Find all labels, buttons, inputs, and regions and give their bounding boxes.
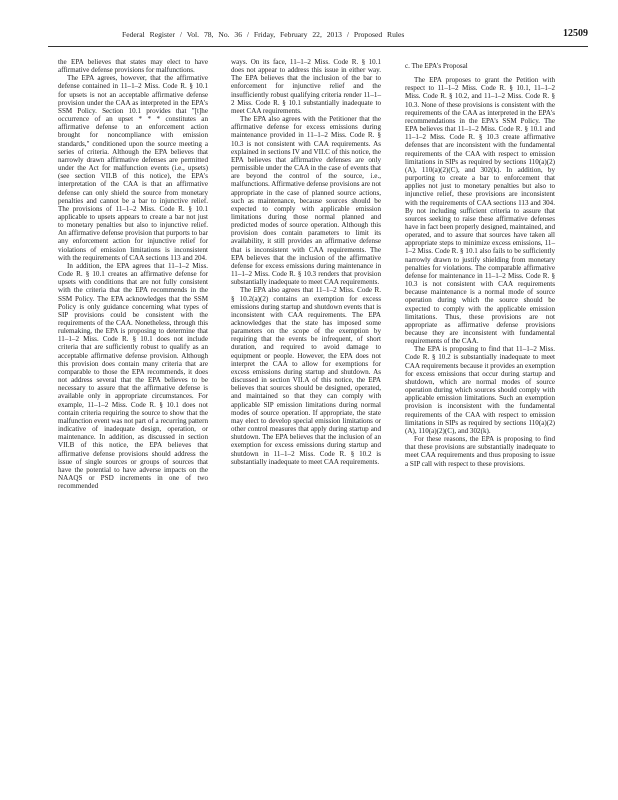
column-1 (58, 58, 208, 490)
paragraph: The EPA proposes to grant the Petition with respect to 11–1–2 Miss. Code R. § 10.1, 11–1–2 Miss. Code R. § 10.2, and 11–1–2 Miss. Code R. § 10.3. None of these provisions is consistent with the requirements of the CAA as interpreted in the EPA's recommendations in the EPA's SSM Policy. The EPA believes that 11–1–2 Miss. Code R. § 10.1 and 11–1–2 Miss. Code R. § 10.3 create affirmative defenses that are inconsistent with the fundamental requirements of the CAA with respect to emission limitations in SIPs as required by sections 110(a)(2)(A), 110(a)(2)(C), and 302(k). In addition, by purporting to create a bar to enforcement that applies not just to monetary penalties but also to injunctive relief, these provisions are inconsistent with the requirements of CAA sections 113 and 304. By not including sufficient criteria to assure that sources seeking to raise these affirmative defenses have in fact been properly designed, maintained, and operated, and to assure that sources have taken all appropriate steps to minimize excess emissions, 11–1–2 Miss. Code R. § 10.1 also fails to be sufficiently narrowly drawn to justify shielding from monetary penalties for violations. The comparable affirmative defense for maintenance in 11–1–2 Miss. Code R. § 10.3 is not consistent with CAA requirements because maintenance is a normal mode of source operation during which the source should be expected to comply with the applicable emission limitations. Thus, these provisions are not appropriate as affirmative defense provisions because they are inconsistent with fundamental requirements of the CAA. (405, 76, 555, 346)
page-number: 12509 (563, 28, 588, 39)
paragraph: For these reasons, the EPA is proposing to find that these provisions are substantially inadequate to meet CAA requirements and thus proposing to issue a SIP call with respect to these provisions. (405, 435, 555, 468)
column-2 (231, 58, 381, 466)
column-3 (405, 58, 555, 468)
paragraph: The EPA also agrees with the Petitioner that the affirmative defense for excess emissions during maintenance provided in 11–1–2 Miss. Code R. § 10.3 is not consistent with CAA requirements. As explained in sections IV and VII.C of this notice, the EPA believes that affirmative defenses are only permissible under the CAA in the case of events that are beyond the control of the source, i.e., malfunctions. Affirmative defense provisions are not appropriate in the case of planned source actions, such as maintenance, because sources should be expected to comply with applicable emission limitations during those normal planned and predicted modes of source operation. Although this provision does contain parameters to limit its availability, it still provides an affirmative defense that is inconsistent with CAA requirements. The EPA believes that the inclusion of the affirmative defense for excess emissions during maintenance in 11–1–2 Miss. Code R. § 10.3 renders that provision substantially inadequate to meet CAA requirements. (231, 115, 381, 287)
section-heading: c. The EPA's Proposal (405, 62, 468, 70)
paragraph: ways. On its face, 11–1–2 Miss. Code R. § 10.1 does not appear to address this issue in either way. The EPA believes that the inclusion of the bar to enforcement for injunctive relief and the insufficiently robust qualifying criteria render 11–1–2 Miss. Code R. § 10.1 substantially inadequate to meet CAA requirements. (231, 58, 381, 115)
header-rule (48, 46, 588, 47)
paragraph: The EPA is proposing to find that 11–1–2 Miss. Code R. § 10.2 is substantially inadequate to meet CAA requirements because it provides an exemption for excess emissions that occur during startup and shutdown, which are normal modes of source operation during which sources should comply with applicable emission limitations. Such an exemption provision is inconsistent with the fundamental requirements of the CAA with respect to emission limitations in SIPs as required by sections 110(a)(2)(A), 110(a)(2)(C), and 302(k). (405, 345, 555, 435)
paragraph: The EPA agrees, however, that the affirmative defense contained in 11–1–2 Miss. Code R. § 10.1 for upsets is not an acceptable affirmative defense provision under the CAA as interpreted in the EPA's SSM Policy. Section 10.1 provides that "[t]he occurrence of an upset * * * constitutes an affirmative defense to an enforcement action brought for noncompliance with emission standards," conditioned upon the source meeting a series of criteria. Although the EPA believes that narrowly drawn affirmative defenses are permitted under the Act for malfunction events (i.e., upsets) (see section VII.B of this notice), the EPA's interpretation of the CAA is that an affirmative defense can only shield the source from monetary penalties and cannot be a bar to injunctive relief. The provisions of 11–1–2 Miss. Code R. § 10.1 applicable to upsets appears to create a bar not just to monetary penalties but also to injunctive relief. An affirmative defense provision that purports to bar any enforcement action for injunctive relief for violations of emission limitations is inconsistent with the requirements of CAA sections 113 and 204. (58, 74, 208, 262)
paragraph: In addition, the EPA agrees that 11–1–2 Miss. Code R. § 10.1 creates an affirmative defense for upsets with conditions that are not fully consistent with the criteria that the EPA recommends in the SSM Policy. The EPA acknowledges that the SSM Policy is only guidance concerning what types of SIP provisions could be consistent with the requirements of the CAA. Nonetheless, through this rulemaking, the EPA is proposing to determine that 11–1–2 Miss. Code R. § 10.1 does not include criteria that are sufficiently robust to qualify as an acceptable affirmative defense provision. Although this provision does contain many criteria that are comparable to those the EPA recommends, it does not address several that the EPA believes to be necessary to assure that the affirmative defense is available only in appropriate circumstances. For example, 11–1–2 Miss. Code R. § 10.1 does not contain criteria requiring the source to show that the malfunction event was not part of a recurring pattern indicative of inadequate design, operation, or maintenance. In addition, as discussed in section VII.B of this notice, the EPA believes that affirmative defense provisions should address the issue of single sources or groups of sources that have the potential to have adverse impacts on the NAAQS or PSD increments in one of two recommended (58, 261, 208, 491)
header-citation: Federal Register / Vol. 78, No. 36 / Friday, February 22, 2013 / Proposed Rules (122, 30, 405, 39)
paragraph: The EPA also agrees that 11–1–2 Miss. Code R. § 10.2(a)(2) contains an exemption for excess emissions during startup and shutdown events that is inconsistent with CAA requirements. The EPA acknowledges that the state has imposed some parameters on the scope of the exemption by requiring that the events be infrequent, of short duration, and required to avoid damage to equipment or people. However, the EPA does not interpret the CAA to allow for exemptions for excess emissions during startup and shutdown. As discussed in section VII.A of this notice, the EPA believes that sources should be designed, operated, and maintained so that they can comply with applicable SIP emission limitations during normal modes of source operation. If appropriate, the state may elect to develop special emission limitations or other control measures that apply during startup and shutdown. The EPA believes that the inclusion of an exemption for excess emissions during startup and shutdown in 11–1–2 Miss. Code R. § 10.2 is substantially inadequate to meet CAA requirements. (231, 286, 381, 466)
page-header (48, 30, 588, 44)
paragraph: the EPA believes that states may elect to have affirmative defense provisions for malfunctions. (58, 58, 208, 75)
